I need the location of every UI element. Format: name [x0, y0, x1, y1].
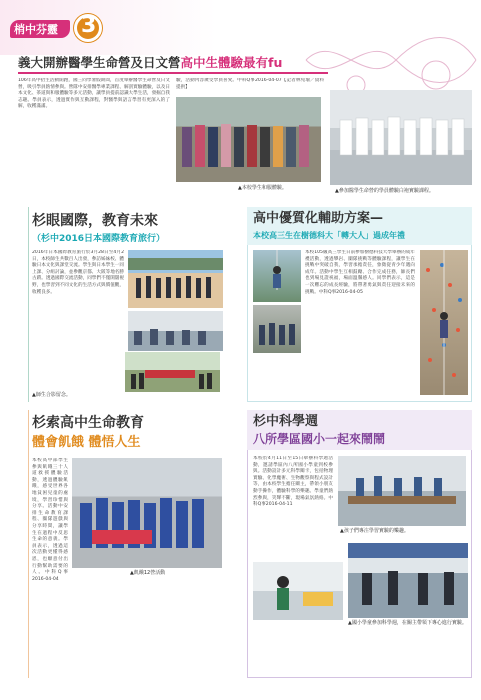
article5-photo-lab-kids	[338, 456, 466, 526]
article2-photo-banner	[125, 352, 220, 392]
article4-photo-caption: ▲飢餓12營活動	[130, 570, 166, 576]
article1-body-tail: 驗，活動內容廣受學員喜愛。中科Q事2016-04-07【記者林宛瑜／資料提供】	[176, 78, 324, 90]
article2-title: 杉眼國際，教育未來	[32, 213, 158, 229]
article1-title-highlight: 高中生體驗最有fu	[180, 55, 283, 70]
article3-subtitle: 本校高三生在樹德科大「轉大人」過成年禮	[253, 231, 405, 240]
article3-photo-team	[253, 305, 301, 353]
article1-photo2-caption: ▲參加醫學生命營的學員體驗白袍實驗課程。	[335, 188, 434, 194]
article3-photo-rope	[253, 250, 301, 302]
header-brand: 梢中芬靈	[14, 23, 58, 36]
article2-subtitle: （杉中2016日本國際教育旅行）	[32, 234, 166, 244]
article1-underline	[18, 72, 328, 74]
article5-subtitle: 八所學區國小一起來鬧鬧	[253, 432, 386, 446]
article1-photo-lab	[330, 90, 472, 185]
article5-body: 本校於4月11日至15日舉辦科學週活動，邀請學區內八所國小學童到校參與。活動設計多元科學關卡，包括物理實驗、化學魔術、生物觀察與程式設計等，由本校學生擔任關主，帶領小朋友動手操作，體驗科學的樂趣。學童們熱烈參與，笑聲不斷，現場氣氛熱絡。中科Q事2016-04-11	[253, 456, 333, 508]
article2-photo-group	[128, 250, 223, 308]
issue-number: 3	[81, 13, 97, 38]
article2-body: 2016年日本國際教育旅行於3月28日至4月2日，本校師生共數百人出發，參訪姊妹校、體驗日本文化與課堂交流。學生與日本學生一同上課、分組討論，並參觀京都、大阪等地名勝古蹟。透過國際交流活動，同學們不僅開闊視野，也學習到不同文化的生活方式與價值觀，收穫良多。	[32, 250, 124, 295]
article1-photo1-caption: ▲本校學生和服體驗。	[238, 185, 287, 191]
article3-body: 本校105級高三學生日前參加樹德科技大學舉辦的成年禮活動，透過攀岩、團隊挑戰等體驗課程，讓學生在挑戰中突破自我，學習承擔責任，象徵從青少年邁向成年。活動中學生互相鼓勵、合作完成任務，師長們也到場見證祝福，場面溫馨感人。同學們表示，這是一次難忘的成長經驗，將帶著勇氣與責任迎接未來的挑戰。中科Q事2016-04-05	[305, 250, 415, 295]
article2-photo-caption: ▲師生合影留念。	[32, 392, 71, 398]
article2-photo-classroom	[128, 311, 223, 351]
article1-photo-kimono	[176, 97, 321, 182]
article5-photo2-caption: ▲國小學童參加科學週，在關主帶領下專心進行實驗。	[348, 620, 467, 626]
article5-photo-child	[253, 562, 343, 620]
article1-title	[18, 55, 478, 71]
article5-photo-game	[348, 543, 468, 618]
article1-body: 106年高中招生活動開跑，國三同學暑假期間，首度舉辦醫學生命營及日文營，吸引學員熱情參與。營隊中安排醫學專業課程、解剖實驗體驗，以及日本文化、茶道與和服體驗等多元活動，讓學員提前認識大學生活，發掘自我志趣。學員表示，透過實作與互動課程，對醫學與語言學習有更深入的了解，收穫滿滿。	[18, 78, 170, 110]
article3-title: 高中優質化輔助方案—	[253, 211, 384, 226]
article1-title-main: 義大開辦醫學生命營及日文營	[18, 55, 181, 70]
article5-title: 杉中科學週	[253, 414, 319, 429]
article4-body: 本校高中部學生參與飢餓三十人道救援體驗活動，透過體驗飢餓，感受世界各地貧困兒童的處境，學習珍惜與分享。活動中安排生命教育課程、團隊遊戲與分享時間，讓學生在過程中反思生命的意義。學員表示，透過這次活動更懂得感恩，也願意付出行動幫助需要的人。中科Q事2016-04-04	[32, 458, 68, 582]
article4-photo-hunger	[72, 458, 222, 568]
article3-photo-climbing	[420, 250, 468, 395]
header-band	[0, 0, 481, 55]
article5-photo1-caption: ▲孩子們專注學習實驗的樂趣。	[340, 528, 409, 534]
article4-title: 杉索高中生命教育	[32, 415, 144, 431]
article4-subtitle: 體會飢餓 體悟人生	[32, 435, 141, 450]
